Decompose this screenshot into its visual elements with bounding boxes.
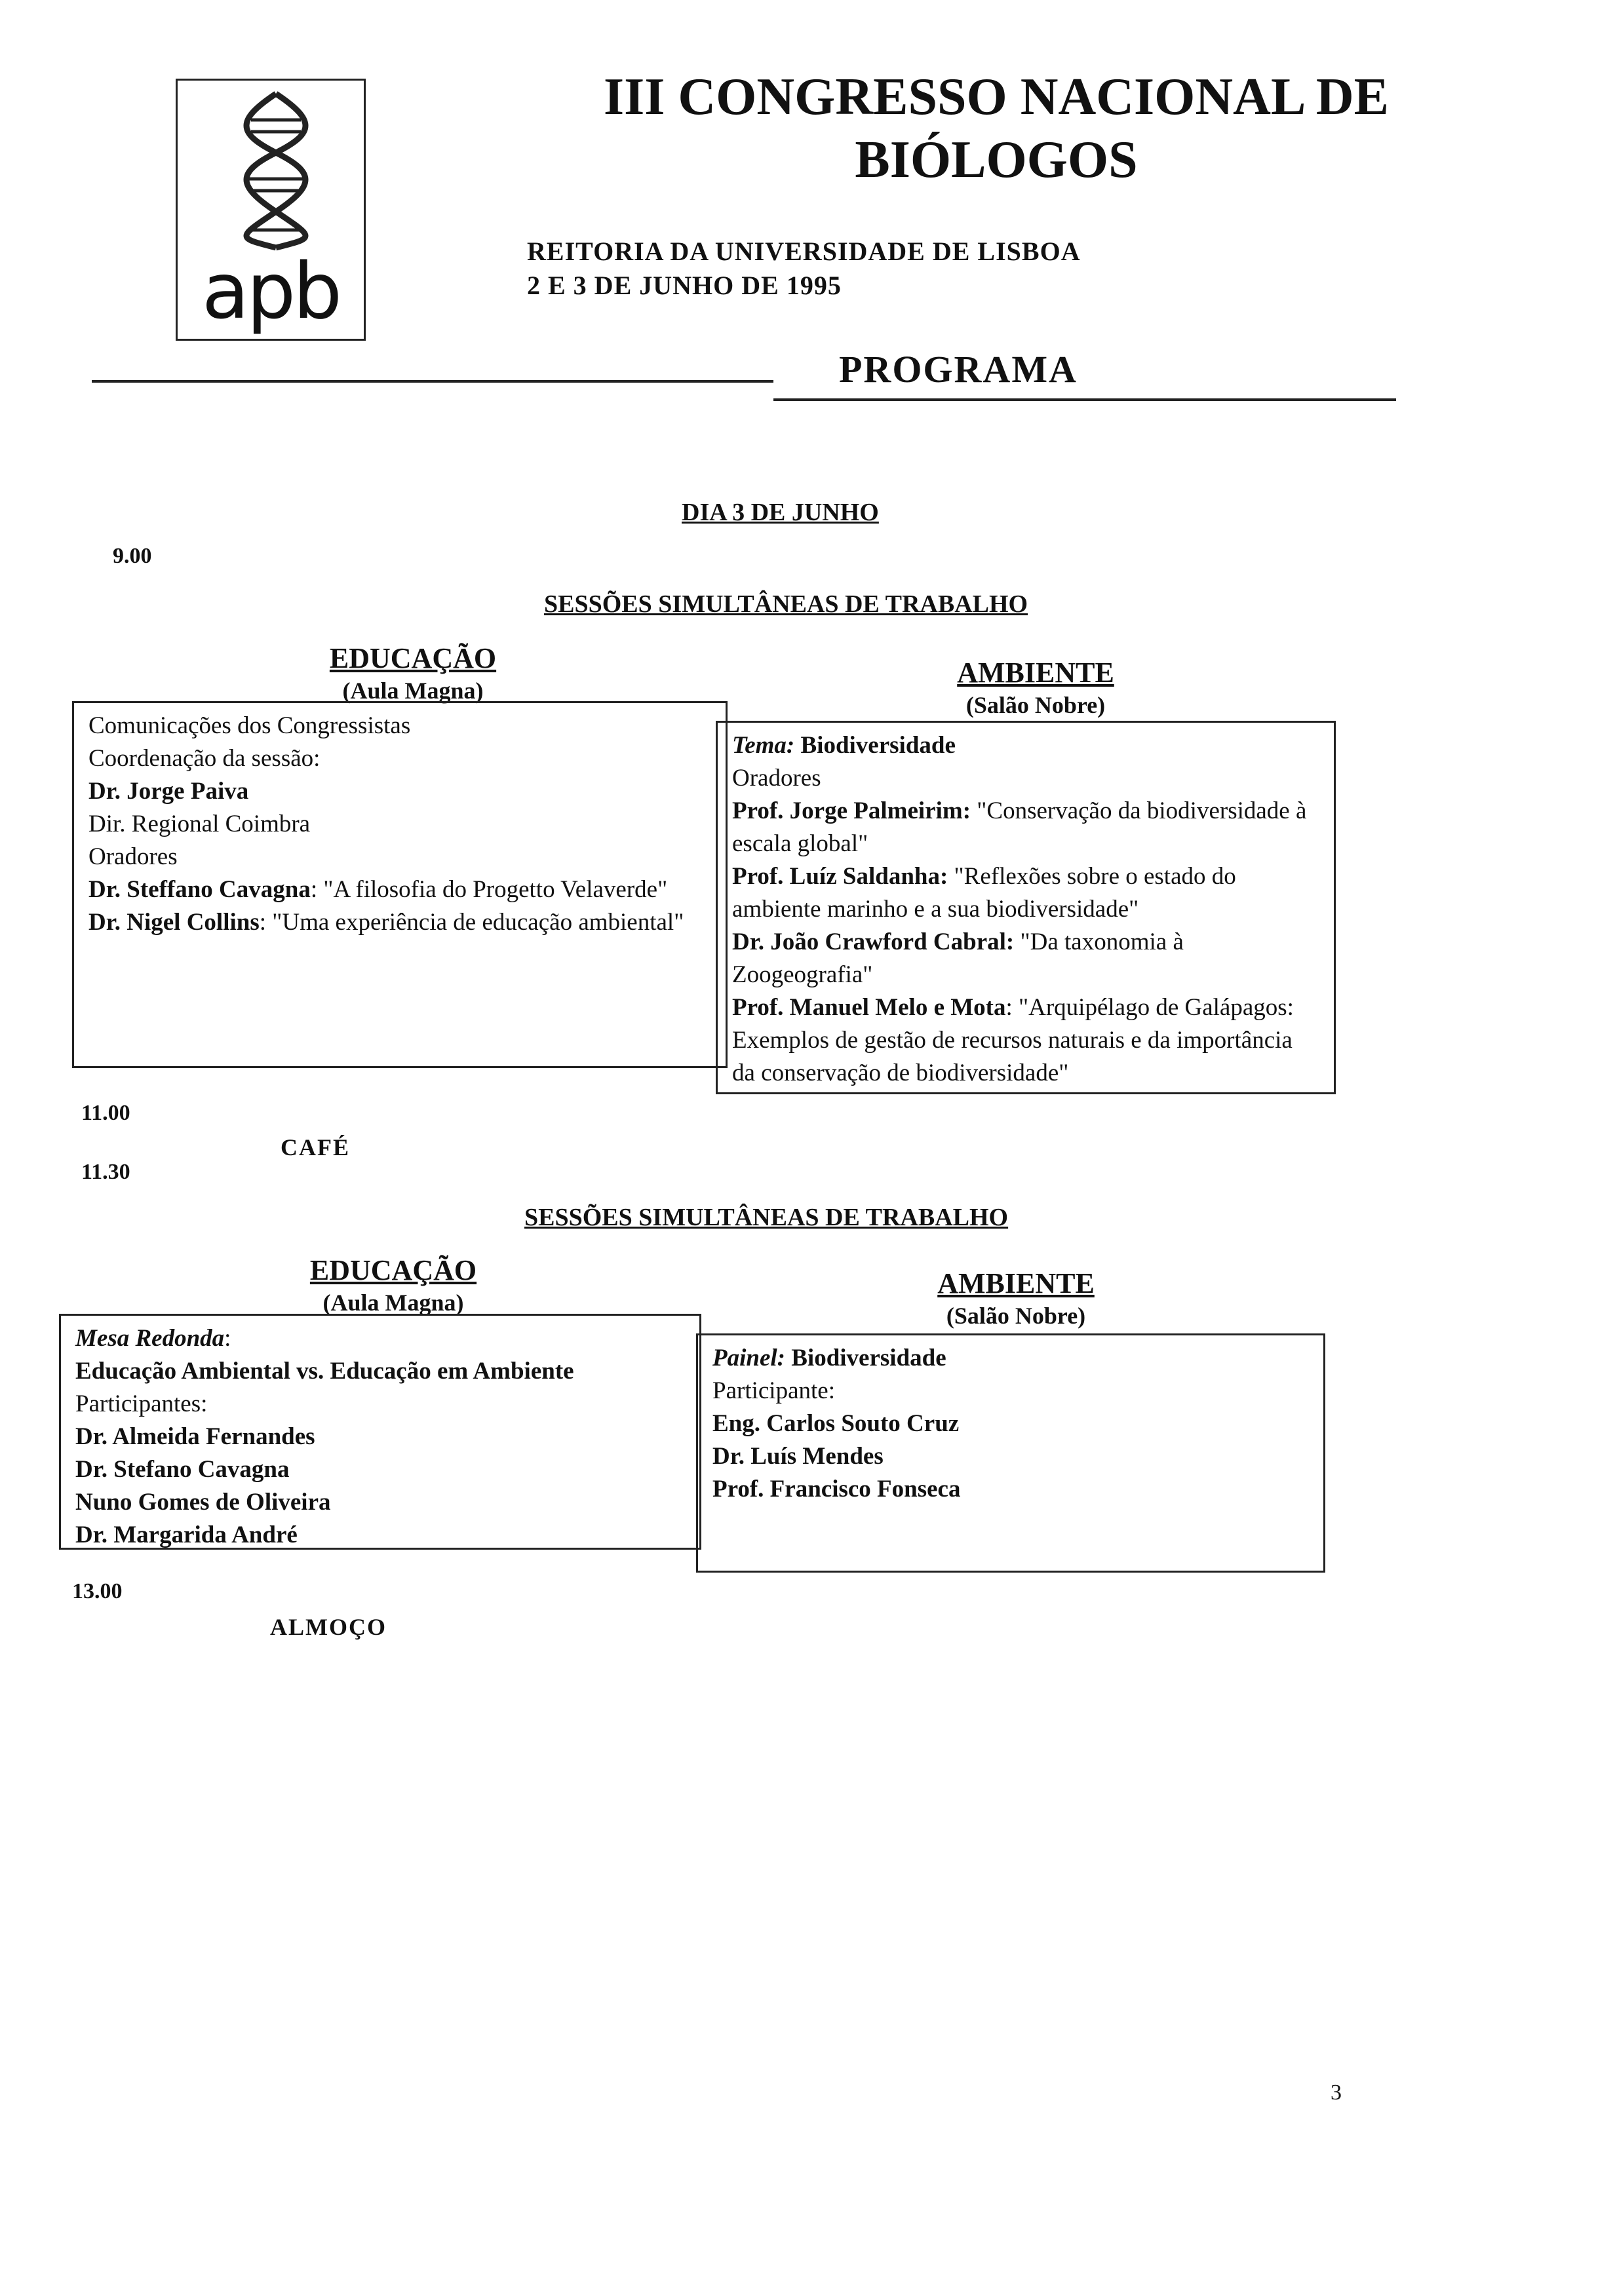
program-line-text: Dr. Steffano Cavagna (88, 876, 311, 903)
venue-line-1: REITORIA DA UNIVERSIDADE DE LISBOA (527, 237, 1081, 266)
program-line (88, 808, 711, 841)
time-label: 9.00 (113, 544, 152, 568)
column-title: EDUCAÇÃO (309, 1254, 477, 1286)
title-line-2: BIÓLOGOS (855, 131, 1138, 189)
program-line (75, 1322, 685, 1355)
session-title: SESSÕES SIMULTÂNEAS DE TRABALHO (524, 1204, 1009, 1231)
program-line-text: Dr. Almeida Fernandes (75, 1423, 315, 1450)
program-line-text: : (224, 1325, 231, 1352)
logo-text: apb (201, 246, 340, 336)
column-venue: (Salão Nobre) (965, 692, 1106, 718)
program-line-text: Eng. Carlos Souto Cruz (712, 1410, 960, 1437)
time-label: 11.00 (81, 1101, 130, 1125)
program-line-text: Biodiversidade (785, 1345, 946, 1371)
program-line-text: Dr. Jorge Paiva (88, 778, 249, 805)
column-title: AMBIENTE (957, 657, 1114, 689)
program-line (88, 873, 711, 906)
program-line (732, 729, 1319, 762)
header-rule-left (92, 380, 773, 383)
program-line-text: Nuno Gomes de Oliveira (75, 1489, 331, 1516)
program-line-text: Oradores (88, 843, 178, 870)
program-line-text: Dir. Regional Coimbra (88, 811, 311, 837)
program-line (75, 1486, 685, 1519)
session-box-ambiente (696, 1333, 1325, 1573)
program-line (732, 795, 1319, 860)
column-heading-ambiente (839, 655, 1232, 719)
programa-heading: PROGRAMA (839, 348, 1078, 391)
program-line (88, 906, 711, 939)
program-line-text: Prof. Luíz Saldanha: (732, 863, 948, 890)
program-line (88, 710, 711, 742)
session-box-educacao (59, 1314, 701, 1550)
program-line (75, 1453, 685, 1486)
program-line (712, 1407, 1309, 1440)
program-line-text: Dr. Margarida André (75, 1521, 298, 1548)
program-line-text: Biodiversidade (794, 732, 956, 759)
column-title: EDUCAÇÃO (329, 642, 497, 674)
program-line-text: Oradores (732, 765, 821, 792)
column-title: AMBIENTE (937, 1267, 1095, 1299)
program-line-text: Mesa Redonda (75, 1325, 225, 1352)
program-line-text: : "Uma experiência de educação ambiental" (259, 909, 684, 936)
break-label: ALMOÇO (270, 1614, 387, 1640)
program-line-text: Prof. Francisco Fonseca (712, 1476, 961, 1502)
time-label: 13.00 (72, 1579, 123, 1603)
program-line-text: Tema: (732, 732, 795, 759)
program-line (712, 1440, 1309, 1473)
column-venue: (Salão Nobre) (946, 1303, 1086, 1329)
program-line-text: Dr. Nigel Collins (88, 909, 260, 936)
program-line (75, 1355, 685, 1388)
program-line-text: Comunicações dos Congressistas (88, 712, 411, 739)
program-line-text: Coordenação da sessão: (88, 745, 321, 772)
column-heading-educacao (197, 1253, 590, 1317)
program-line-text: Dr. João Crawford Cabral: (732, 928, 1015, 955)
program-line (732, 926, 1319, 991)
header-rule-right (773, 398, 1396, 401)
session-box-ambiente (716, 721, 1336, 1094)
column-heading-ambiente (819, 1266, 1213, 1330)
program-line-text: Dr. Luís Mendes (712, 1443, 884, 1470)
congress-title (511, 66, 1481, 191)
program-line (712, 1375, 1309, 1407)
program-line-text: Prof. Manuel Melo e Mota (732, 994, 1006, 1021)
program-line (732, 860, 1319, 926)
time-label: 11.30 (81, 1160, 130, 1184)
venue-line-2: 2 E 3 DE JUNHO DE 1995 (527, 271, 842, 300)
page-number: 3 (1331, 2080, 1342, 2105)
program-line-text: Prof. Jorge Palmeirim: (732, 797, 971, 824)
break-label: CAFÉ (281, 1134, 350, 1160)
program-line-text: "Conservação da biodiversidade à escala global" (732, 797, 1307, 857)
program-line (712, 1342, 1309, 1375)
apb-logo (176, 79, 366, 341)
program-line-text: Dr. Stefano Cavagna (75, 1456, 290, 1483)
program-line-text: Painel: (712, 1345, 785, 1371)
program-line (732, 762, 1319, 795)
column-venue: (Aula Magna) (322, 1290, 464, 1316)
program-line-text: Participante: (712, 1377, 835, 1404)
program-line (75, 1519, 685, 1552)
program-line (75, 1421, 685, 1453)
program-line (88, 775, 711, 808)
program-line (712, 1473, 1309, 1506)
program-line-text: Educação Ambiental vs. Educação em Ambiente (75, 1358, 574, 1385)
session-box-educacao (72, 701, 728, 1068)
program-line (732, 991, 1319, 1090)
session-title: SESSÕES SIMULTÂNEAS DE TRABALHO (544, 590, 1028, 618)
column-heading-educacao (216, 641, 610, 705)
program-line-text: "Da taxonomia à Zoogeografia" (732, 928, 1184, 988)
program-line-text: : "A filosofia do Progetto Velaverde" (310, 876, 668, 903)
dna-helix-icon (178, 81, 368, 251)
title-line-1: III CONGRESSO NACIONAL DE (603, 68, 1390, 126)
program-line-text: : "Arquipélago de Galápagos: Exemplos de gestão de recursos naturais e da importância da conservação de biodiversidade" (732, 994, 1294, 1086)
column-venue: (Aula Magna) (342, 678, 484, 704)
program-line (88, 841, 711, 873)
program-line-text: "Reflexões sobre o estado do ambiente marinho e a sua biodiversidade" (732, 863, 1236, 923)
program-line (75, 1388, 685, 1421)
program-line (88, 742, 711, 775)
day-heading: DIA 3 DE JUNHO (682, 499, 879, 526)
venue-info (527, 235, 1081, 303)
program-line-text: Participantes: (75, 1390, 208, 1417)
